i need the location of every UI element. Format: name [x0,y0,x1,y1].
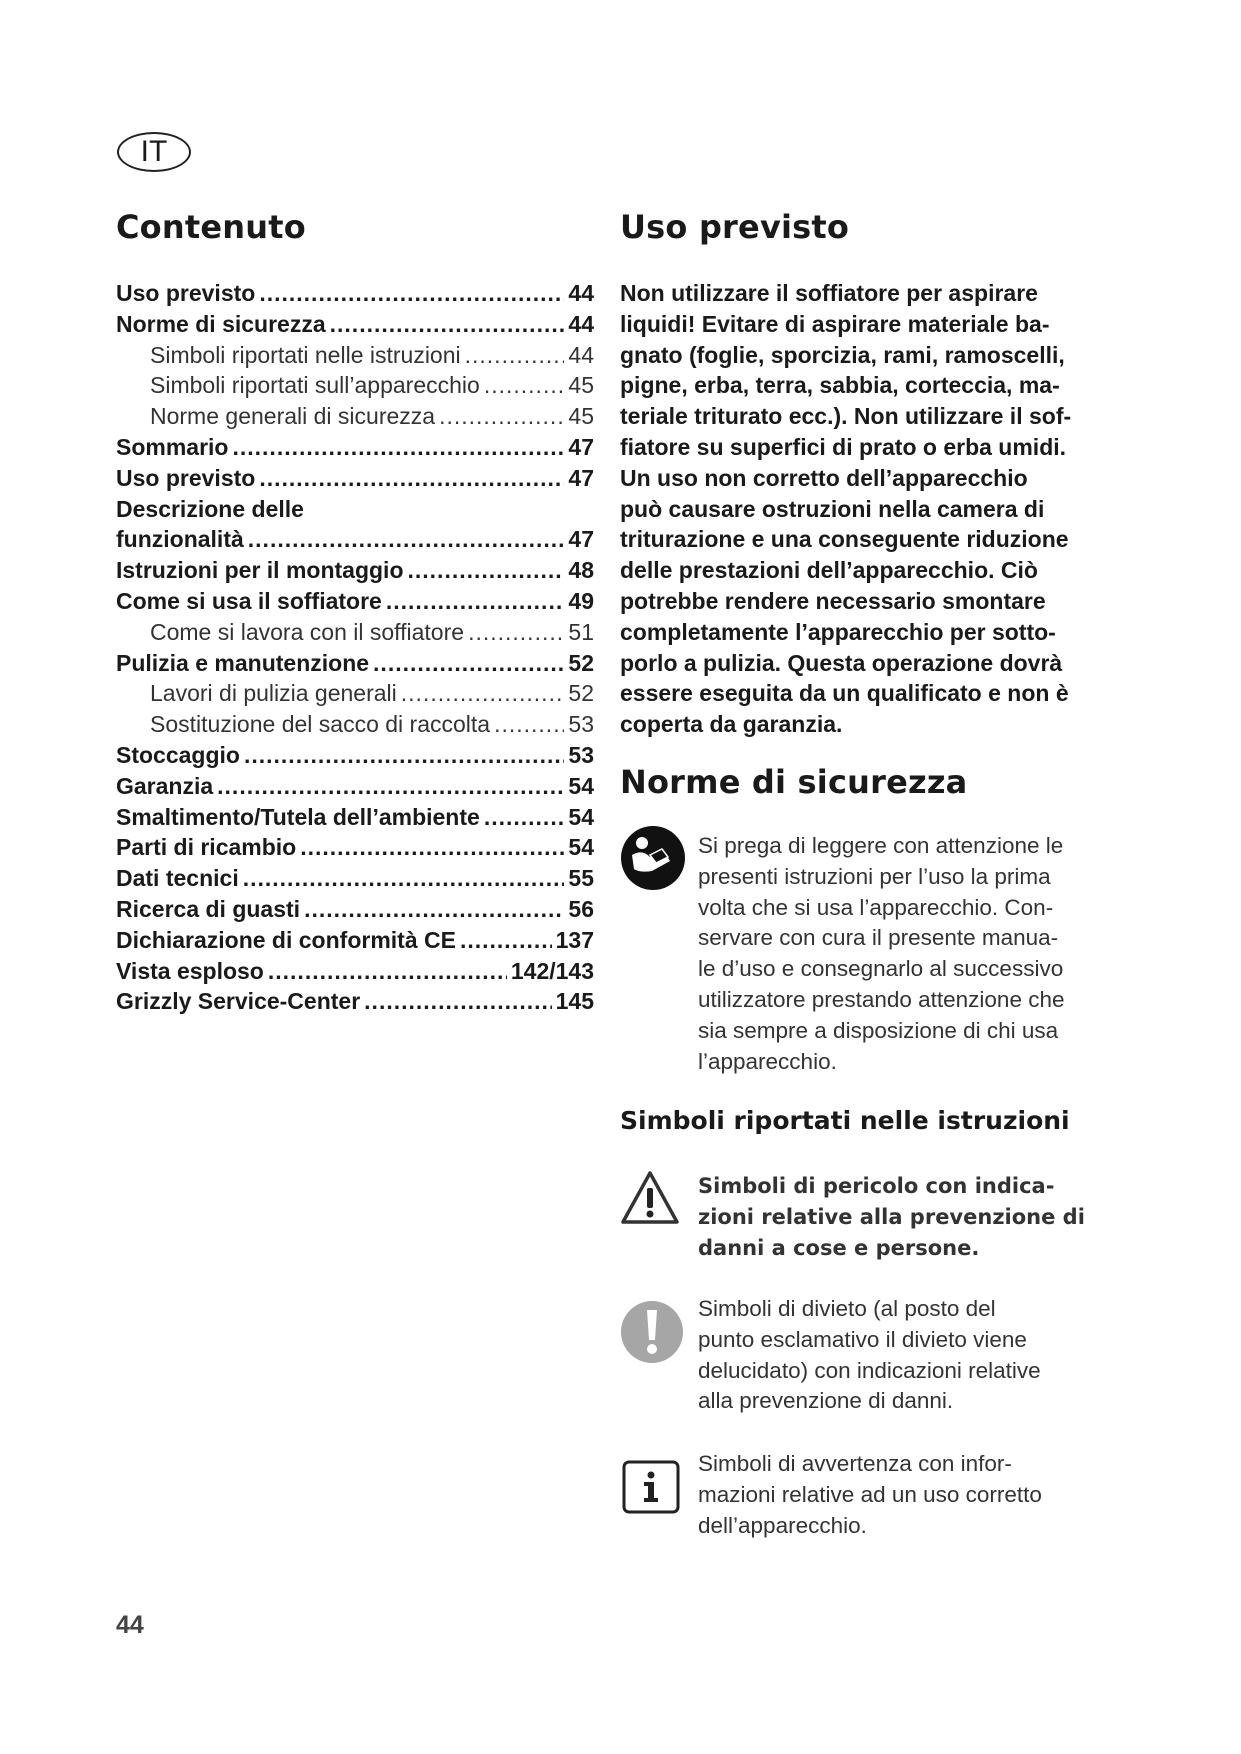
toc-leader-dots [248,524,565,555]
text-line: delle prestazioni dell’apparecchio. Ciò [620,557,1038,584]
toc-entry-page: 52 [568,649,594,676]
info-icon [622,1460,680,1514]
read-manual-icon [620,825,686,891]
toc-entry-page: 142/143 [510,957,594,984]
uso-previsto-title: Uso previsto [620,208,850,246]
toc-entry[interactable] [116,678,594,709]
toc-leader-dots [268,956,507,987]
text-line: potrebbe rendere necessario smontare [620,587,1046,614]
text-line: Non utilizzare il soffiatore per aspirare [620,280,1038,306]
read-manual-text [698,831,1128,1077]
toc-leader-dots [408,555,565,586]
simboli-title: Simboli riportati nelle istruzioni [620,1106,1070,1135]
toc-entry-page: 45 [568,403,594,430]
toc-entry-page: 44 [568,280,594,306]
toc-entry[interactable] [116,524,594,555]
toc-entry-label: Ricerca di guasti [116,895,301,922]
toc-entry-label: Sostituzione del sacco di raccolta [150,711,491,738]
toc-entry-label: Pulizia e manutenzione [116,649,370,676]
toc-entry-label: Grizzly Service-Center [116,988,361,1015]
toc-entry-label: Uso previsto [116,280,256,306]
toc-entry[interactable] [116,771,594,802]
toc-entry[interactable] [116,956,594,987]
text-line: teriale triturato ecc.). Non utilizzare il sof- [620,403,1072,430]
toc-entry-page: 54 [568,834,594,861]
text-line: volta che si usa l’apparecchio. Con- [698,894,1054,920]
warning-triangle-icon [620,1170,680,1226]
language-badge: IT [117,132,191,172]
toc-entry[interactable] [116,617,594,648]
toc-entry-label: Uso previsto [116,464,256,491]
text-line: Simboli di pericolo con indica- [698,1174,1055,1198]
toc-entry-page: 145 [555,988,594,1015]
toc-leader-dots [484,370,565,401]
toc-leader-dots [386,586,565,617]
toc-leader-dots [494,709,564,740]
toc-entry-page: 48 [568,557,594,584]
toc-entry-label: Dati tecnici [116,865,239,892]
toc-entry[interactable] [116,863,594,894]
toc-entry-page: 47 [568,433,594,460]
text-line: servare con cura il presente manua- [698,925,1059,951]
text-line: fiatore su superfici di prato o erba umidi. [620,433,1067,460]
toc-leader-dots [460,925,552,956]
toc-leader-dots [401,678,565,709]
toc-entry[interactable] [116,740,594,771]
table-of-contents [116,278,594,1017]
toc-entry-label: Lavori di pulizia generali [150,680,397,707]
toc-entry[interactable] [116,555,594,586]
text-line: zioni relative alla prevenzione di [698,1204,1085,1229]
toc-leader-dots [484,802,565,833]
toc-entry[interactable] [116,802,594,833]
toc-entry-label: Dichiarazione di conformità CE [116,926,456,953]
text-line: triturazione e una conseguente riduzione [620,526,1069,553]
toc-entry-page: 54 [568,803,594,830]
toc-entry[interactable] [116,832,594,863]
toc-leader-dots [468,617,564,648]
text-line: mazioni relative ad un uso corretto [698,1481,1042,1507]
toc-leader-dots [465,340,565,371]
norme-title: Norme di sicurezza [620,763,968,801]
text-line: essere eseguita da un qualificato e non è [620,680,1069,707]
toc-leader-dots [232,432,564,463]
toc-entry-page: 53 [568,741,594,768]
toc-entry-label: Parti di ricambio [116,834,297,861]
prohibition-symbols-text [698,1294,1128,1417]
text-line: Simboli di divieto (al posto del [698,1296,996,1321]
text-line: liquidi! Evitare di aspirare materiale ba- [620,310,1050,337]
text-line: danni a cose e persone. [698,1235,980,1260]
toc-entry-page: 51 [568,618,594,645]
toc-entry[interactable] [116,370,594,401]
toc-entry-page: 53 [568,711,594,738]
toc-entry-page: 56 [568,895,594,922]
toc-leader-dots [244,740,564,771]
toc-leader-dots [364,986,551,1017]
toc-entry-label: Come si usa il soffiatore [116,587,382,614]
text-line: Simboli di avvertenza con infor- [698,1451,1012,1476]
toc-entry[interactable] [116,401,594,432]
text-line: alla prevenzione di danni. [698,1388,954,1414]
toc-leader-dots [217,771,564,802]
text-line: coperta da garanzia. [620,711,843,738]
text-line: sia sempre a disposizione di chi usa [698,1017,1059,1043]
danger-symbols-text [698,1171,1128,1263]
toc-entry-label: Garanzia [116,772,214,799]
text-line: utilizzatore prestando attenzione che [698,986,1065,1012]
toc-entry-label: Simboli riportati nelle istruzioni [150,341,461,368]
toc-entry[interactable] [116,432,594,463]
toc-entry-label: Norme generali di sicurezza [150,403,436,430]
toc-entry-page: 52 [568,680,594,707]
toc-entry-label: funzionalità [116,526,244,553]
toc-leader-dots [330,309,565,340]
contents-title: Contenuto [116,208,306,246]
text-line: Un uso non corretto dell’apparecchio [620,464,1028,491]
toc-entry-page: 137 [555,926,594,953]
toc-entry[interactable] [116,494,594,525]
text-line: completamente l’apparecchio per sotto- [620,618,1056,645]
toc-entry-label: Istruzioni per il montaggio [116,557,404,584]
text-line: porlo a pulizia. Questa operazione dovrà [620,649,1063,676]
toc-entry[interactable] [116,278,594,309]
toc-entry-label: Norme di sicurezza [116,310,326,337]
toc-entry-label: Stoccaggio [116,741,240,768]
toc-entry-page: 45 [568,372,594,399]
info-symbols-text [698,1449,1128,1541]
toc-entry-label: Sommario [116,433,229,460]
page-number: 44 [116,1611,144,1639]
text-line: dell’apparecchio. [698,1512,867,1538]
toc-entry[interactable] [116,648,594,679]
prohibition-icon [620,1300,684,1364]
text-line: gnato (foglie, sporcizia, rami, ramoscelli, [620,341,1065,368]
toc-entry[interactable] [116,309,594,340]
toc-entry-page: 47 [568,464,594,491]
text-line: delucidato) con indicazioni relative [698,1357,1041,1383]
toc-entry-page: 55 [568,865,594,892]
text-line: l’apparecchio. [698,1048,837,1074]
toc-leader-dots [300,832,564,863]
toc-entry-label: Come si lavora con il soffiatore [150,618,465,645]
toc-entry[interactable] [116,463,594,494]
toc-entry-page: 44 [568,310,594,337]
uso-previsto-text [620,278,1120,740]
text-line: presenti istruzioni per l’uso la prima [698,863,1051,889]
toc-leader-dots [243,863,565,894]
toc-entry-label: Simboli riportati sull’apparecchio [150,372,480,399]
toc-entry-label: Smaltimento/Tutela dell’ambiente [116,803,480,830]
toc-leader-dots [259,463,564,494]
toc-entry[interactable] [116,340,594,371]
toc-leader-dots [439,401,564,432]
toc-entry-page: 47 [568,526,594,553]
toc-leader-dots [304,894,564,925]
toc-entry[interactable] [116,925,594,956]
toc-leader-dots [259,278,564,309]
text-line: le d’uso e consegnarlo al successivo [698,956,1064,982]
toc-entry[interactable] [116,709,594,740]
text-line: può causare ostruzioni nella camera di [620,495,1045,522]
toc-entry[interactable] [116,586,594,617]
toc-leader-dots [373,648,564,679]
text-line: Si prega di leggere con attenzione le [698,833,1064,858]
toc-leader-dots [308,494,590,525]
toc-entry-label: Vista esploso [116,957,264,984]
toc-entry-label: Descrizione delle [116,495,304,522]
toc-entry-page: 44 [568,341,594,368]
text-line: punto esclamativo il divieto viene [698,1326,1027,1352]
toc-entry-page: 49 [568,587,594,614]
toc-entry[interactable] [116,894,594,925]
toc-entry-page: 54 [568,772,594,799]
text-line: pigne, erba, terra, sabbia, corteccia, ma- [620,372,1060,399]
toc-entry[interactable] [116,986,594,1017]
